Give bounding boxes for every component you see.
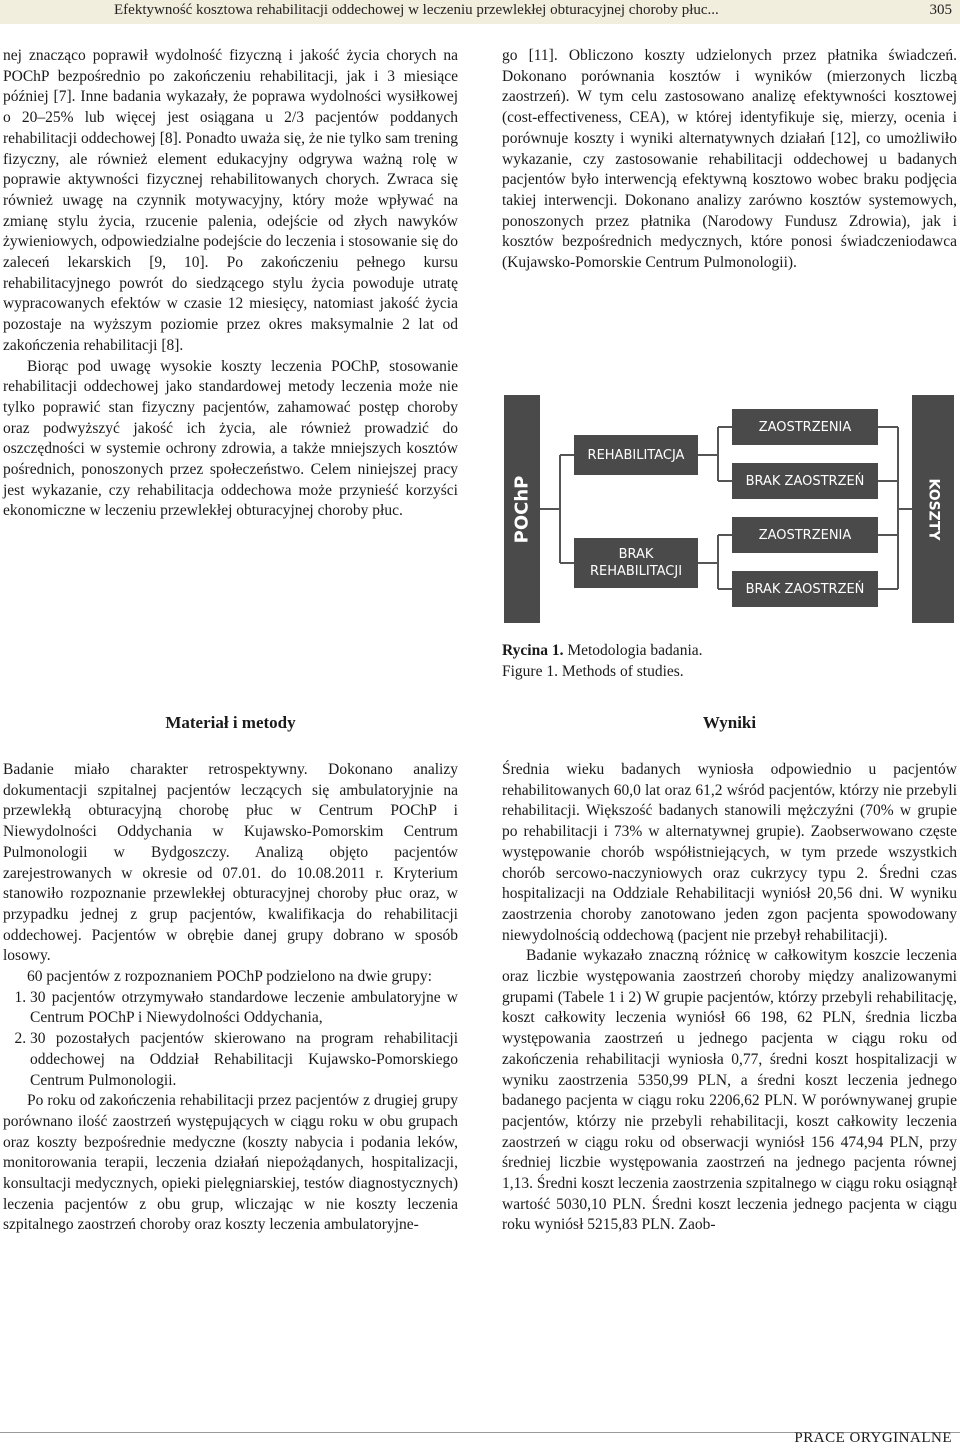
paragraph: Biorąc pod uwagę wysokie koszty leczenia POChP, stosowanie rehabilitacji oddechowej jako standardowej metody leczenia może nie tylko poprawić stan fizyczny pacjentów, zahamować postęp choroby oraz podwyższyć jakość ich życia, ale również prowadzić do oszczędności w systemie ochrony zdrowia, a także mniejszych kosztów pośrednich, ponoszonych przez społeczeństwo. Celem niniejszej pracy jest wykazanie, czy rehabilitacja oddechowa może przynieść korzyści ekonomiczne w leczeniu przewlekłej obturacyjnej choroby płuc. xyxy=(3,357,458,520)
right-column-top xyxy=(502,46,957,274)
diagram-outcome-box: KOSZTY xyxy=(912,395,954,623)
group-list xyxy=(3,988,458,1092)
paragraph: Po roku od zakończenia rehabilitacji przez pacjentów z drugiej grupy porównano ilość zaostrzeń występujących w ciągu roku w obu grupach oraz koszty bezpośrednie medyczne (koszty nabycia i podania leków, monitorowania terapii, leczenia działań niepożądanych, hospitalizacji, konsultacji medycznych, opieki pielęgniarskiej, testów diagnostycznych) leczenia pacjentów z obu grup, wliczając w nie koszty leczenia szpitalnego zaostrzeń choroby oraz koszty leczenia ambulatoryjne- xyxy=(3,1092,458,1234)
list-item: 2. 30 pozostałych pacjentów skierowano na program rehabilitacji oddechowej na Oddział Rehabilitacji Kujawsko-Pomorskiego Centrum Pulmonologii. xyxy=(30,1029,458,1091)
paragraph: Badanie miało charakter retrospektywny. Dokonano analizy dokumentacji szpitalnej pacjentów leczących się ambulatoryjnie na przewlekłą obturacyjną chorobę płuc w Centrum POChP i Niewydolności Oddychania w Kujawsko-Pomorskim Centrum Pulmonologii w Bydgoszczy. Analizą objęto pacjentów zarejestrowanych w okresie od 07.01. do 10.08.2011 r. Kryterium stanowiło rozpoznanie przewlekłej obturacyjnej choroby płuc oraz, w przypadku jednej z grup pacjentów, kwalifikacja do rehabilitacji oddechowej. Pacjentów w obrębie danej grupy dobrano w sposób losowy. xyxy=(3,761,458,965)
paragraph: Badanie wykazało znaczną różnicę w całkowitym koszcie leczenia oraz liczbie występowania zaostrzeń choroby między analizowanymi grupami (Tabele 1 i 2) W grupie pacjentów, którzy przebyli rehabilitację, koszt całkowity leczenia wyniósł 66 198, 62 PLN, średnia liczba występowania zaostrzeń u jednego pacjenta w ciągu roku od zakończenia rehabilitacji wyniosła 0,77, średni koszt hospitalizacji w wyniku zaostrzenia 5350,99 PLN, a średni koszt leczenia jednego badanego pacjenta w ciągu roku 2206,62 PLN. W porównywanej grupie pacjentów, którzy nie przebyli rehabilitacji, koszt całkowity leczenia zaostrzeń w ciągu roku od obserwacji wyniósł 156 474,94 PLN, przy średniej liczbie występowania zaostrzeń na jednego pacjenta równej 1,13. Średni koszt leczenia zaostrzenia szpitalnego w ciągu roku osiągnął wartość 5030,10 PLN. Średni koszt leczenia jednego pacjenta w ciągu roku wyniósł 5215,83 PLN. Zaob- xyxy=(502,947,957,1234)
diagram-leaf-no-exacerbations: BRAK ZAOSTRZEŃ xyxy=(732,571,878,607)
diagram-leaf-exacerbations: ZAOSTRZENIA xyxy=(732,409,878,445)
footer-label: PRACE ORYGINALNE xyxy=(794,1430,952,1446)
caption-english: Figure 1. Methods of studies. xyxy=(502,663,684,680)
diagram-leaf-exacerbations: ZAOSTRZENIA xyxy=(732,517,878,553)
paragraph: Średnia wieku badanych wyniosła odpowiednio u pacjentów rehabilitowanych 60,0 lat oraz 61,2 wśród pacjentów, którzy nie przebyli rehabilitacji. Większość badanych stanowili mężczyźni (70% w grupie po rehabilitacji i 73% w alternatywnej grupie). Zaobserwowano częste występowanie chorób współistniejących, w tym przede wszystkich chorób sercowo-naczyniowych oraz cukrzycy typu 2. Średni czas hospitalizacji na Oddziale Rehabilitacji wyniósł 20,56 dni. W wyniku zaostrzenia choroby zanotowano jeden zgon pacjenta spowodowany niewydolnością oddechową (pacjent nie przebył rehabilitacji). xyxy=(502,761,957,944)
diagram-root-box: POChP xyxy=(504,395,540,623)
running-title: Efektywność kosztowa rehabilitacji oddechowej w leczeniu przewlekłej obturacyjnej choroby płuc... xyxy=(114,2,719,18)
caption-text: Metodologia badania. xyxy=(563,642,703,659)
list-item: 1. 30 pacjentów otrzymywało standardowe leczenie ambulatoryjne w Centrum POChP i Niewydolności Oddychania, xyxy=(30,988,458,1029)
section-heading-results: Wyniki xyxy=(702,713,757,732)
section-heading-methods: Materiał i metody xyxy=(165,713,296,732)
paragraph: go [11]. Obliczono koszty udzielonych przez płatnika świadczeń. Dokonano porównania kosztów i wyników (mierzonych liczbą zaostrzeń). W tym celu zastosowano analizę efektywności kosztowej (cost-effectiveness, CEA), w której identyfikuje się, mierzy, ocenia i porównuje koszty i wyniki alternatywnych działań [12], co umożliwiło wykazanie, czy zastosowanie rehabilitacji oddechowej u badanych pacjentów było interwencją efektywną kosztowo wobec braku podjęcia takiej interwencji. Dokonano analizy zarówno kosztów systemowych, ponoszonych przez płatnika (Narodowy Fundusz Zdrowia), jak i kosztów bezpośrednich medycznych, które ponosi świadczeniodawca (Kujawsko-Pomorskie Centrum Pulmonologii). xyxy=(502,47,957,272)
paragraph: 60 pacjentów z rozpoznaniem POChP podzielono na dwie grupy: xyxy=(27,968,432,986)
left-column-methods xyxy=(3,760,458,1236)
methodology-diagram xyxy=(500,395,958,623)
paragraph: nej znacząco poprawił wydolność fizyczną i jakość życia chorych na POChP bezpośrednio po zakończeniu rehabilitacji, jak i 3 miesiące później [7]. Inne badania wykazały, że poprawa wydolności wysiłkowej o 20–25% lub więcej jest osiągana u 2/3 pacjentów poddanych rehabilitacji oddechowej [8]. Ponadto uważa się, że nie tylko sam trening fizyczny, ale również element edukacyjny odgrywa ważną rolę w poprawie aktywności fizycznej rehabilitowanych chorych. Zwraca się również uwagę na czynnik motywacyjny, który może wpływać na zmianę stylu życia, rzucenie palenia, odejście od złych nawyków żywieniowych, odpowiedzialne podejście do leczenia i stosowanie się do zaleceń lekarskich [9, 10]. Po zakończeniu pełnego kursu rehabilitacyjnego powrót do siedzącego stylu życia powoduje utratę wypracowanych efektów w czasie 12 miesięcy, natomiast jakość życia pozostaje na wyższym poziomie przez okres maksymalnie 2 lat od zakończenia rehabilitacji [8]. xyxy=(3,47,458,354)
figure-caption xyxy=(502,640,957,682)
diagram-leaf-no-exacerbations: BRAK ZAOSTRZEŃ xyxy=(732,463,878,499)
diagram-connectors xyxy=(500,395,958,623)
diagram-branch-no-rehab: BRAK REHABILITACJI xyxy=(574,538,698,588)
running-header xyxy=(0,0,960,24)
page-number: 305 xyxy=(929,2,952,18)
right-column-results xyxy=(502,760,957,1236)
caption-label: Rycina 1. xyxy=(502,642,564,659)
left-column-top xyxy=(3,46,458,522)
diagram-branch-rehab: REHABILITACJA xyxy=(574,435,698,475)
